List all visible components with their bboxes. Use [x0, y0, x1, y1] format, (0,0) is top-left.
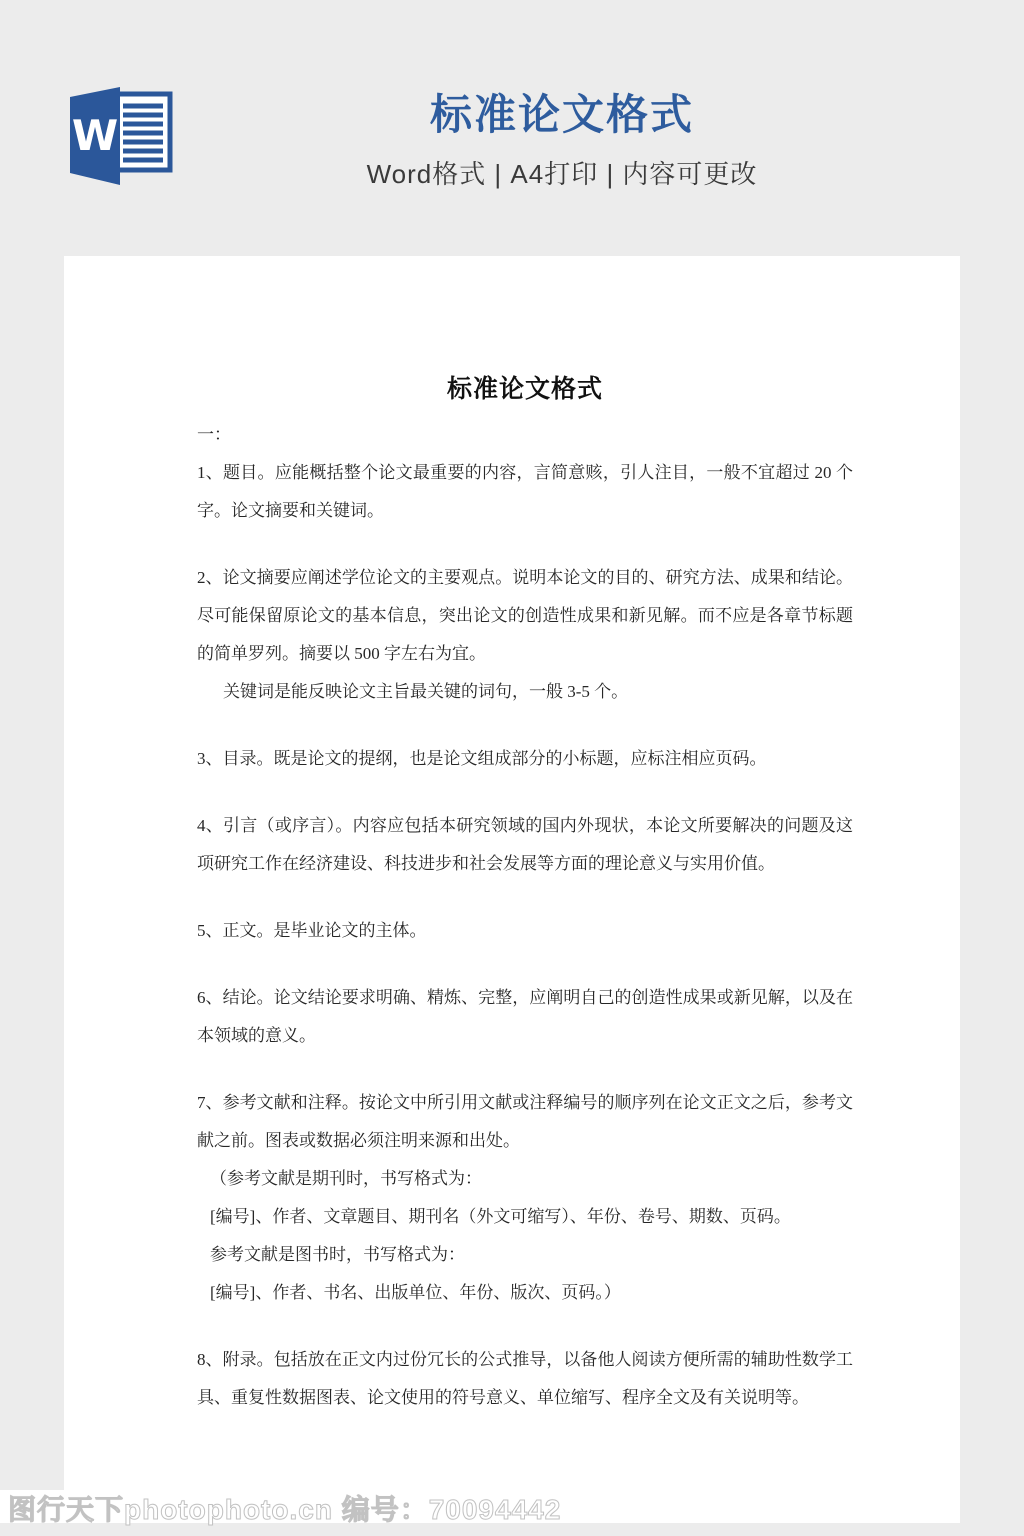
doc-paragraph: 4、引言（或序言）。内容应包括本研究领域的国内外现状，本论文所要解决的问题及这项研究工作在经济建设、科技进步和社会发展等方面的理论意义与实用价值。 [197, 816, 853, 873]
template-title: 标准论文格式 [429, 91, 694, 138]
document-page [64, 256, 960, 1523]
header-text-block [100, 92, 1024, 191]
doc-paragraph: 1、题目。应能概括整个论文最重要的内容，言简意赅，引人注目，一般不宜超过 20 个字。论文摘要和关键词。 [197, 463, 853, 520]
template-subtitle: Word格式 | A4打印 | 内容可更改 [366, 159, 758, 189]
doc-paragraph: 参考文献是图书时，书写格式为： [210, 1245, 465, 1264]
doc-paragraph: 3、目录。既是论文的提纲，也是论文组成部分的小标题，应标注相应页码。 [197, 749, 767, 768]
doc-paragraph: 5、正文。是毕业论文的主体。 [197, 921, 427, 940]
doc-paragraph: [编号]、作者、书名、出版单位、年份、版次、页码。） [210, 1283, 621, 1302]
preview-header [0, 0, 1024, 230]
doc-paragraph: 一： [197, 425, 231, 444]
document-title: 标准论文格式 [446, 376, 603, 403]
doc-paragraph: [编号]、作者、文章题目、期刊名（外文可缩写）、年份、卷号、期数、页码。 [210, 1207, 791, 1226]
document-body [197, 416, 853, 1417]
doc-paragraph: 7、参考文献和注释。按论文中所引用文献或注释编号的顺序列在论文正文之后，参考文献之前。图表或数据必须注明来源和出处。 [197, 1093, 853, 1150]
word-logo-letter: W [71, 111, 119, 160]
doc-paragraph: 8、附录。包括放在正文内过份冗长的公式推导，以备他人阅读方便所需的辅助性数学工具、重复性数据图表、论文使用的符号意义、单位缩写、程序全文及有关说明等。 [197, 1350, 853, 1407]
doc-paragraph: 关键词是能反映论文主旨最关键的词句，一般 3-5 个。 [223, 682, 629, 701]
doc-paragraph: 6、结论。论文结论要求明确、精炼、完整，应阐明自己的创造性成果或新见解，以及在本领域的意义。 [197, 988, 853, 1045]
doc-paragraph: 2、论文摘要应阐述学位论文的主要观点。说明本论文的目的、研究方法、成果和结论。尽可能保留原论文的基本信息，突出论文的创造性成果和新见解。而不应是各章节标题的简单罗列。摘要以 500 字左右为宜。 [197, 568, 853, 663]
doc-paragraph: （参考文献是期刊时，书写格式为： [210, 1169, 482, 1188]
watermark-text: 图行天下photophoto.cn 编号：70094442 [8, 1494, 562, 1525]
